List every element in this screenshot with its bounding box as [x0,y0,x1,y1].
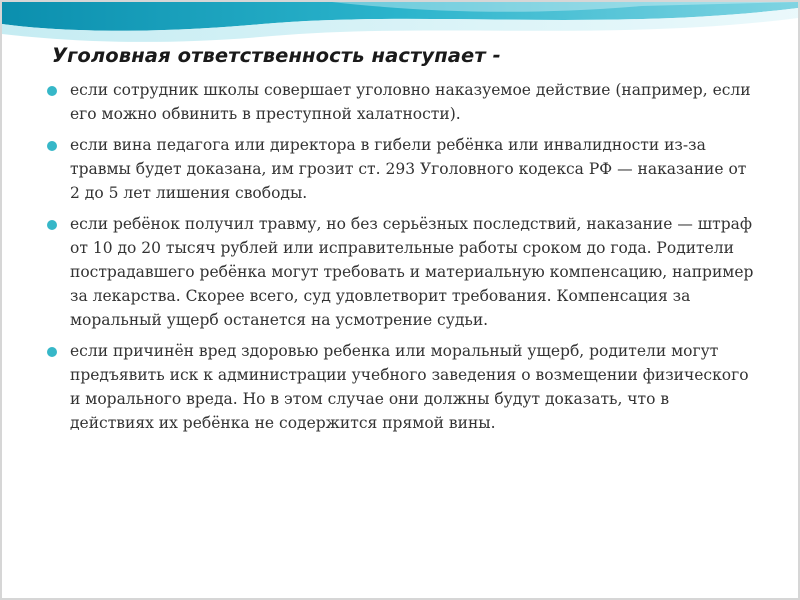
slide [2,2,798,598]
bullet-dot-icon [47,141,57,151]
list-item [46,212,756,332]
bullet-list [46,78,756,442]
list-item [46,133,756,205]
bullet-dot-icon [47,220,57,230]
bullet-text: если причинён вред здоровью ребенка или моральный ущерб, родители могут предъявить иск к администрации учебного заведения о возмещении физического и морального вреда. Но в этом случае они должны будут доказать, что в действиях их ребёнка не содержится прямой вины. [70,342,749,432]
slide-title: Уголовная ответственность наступает - [52,44,501,67]
bullet-text: если вина педагога или директора в гибели ребёнка или инвалидности из-за травмы будет доказана, им грозит ст. 293 Уголовного кодекса РФ — наказание от 2 до 5 лет лишения свободы. [70,136,747,202]
bullet-dot-icon [47,347,57,357]
bullet-text: если сотрудник школы совершает уголовно наказуемое действие (например, если его можно обвинить в преступной халатности). [70,81,751,123]
bullet-dot-icon [47,86,57,96]
bullet-text: если ребёнок получил травму, но без серьёзных последствий, наказание — штраф от 10 до 20 тысяч рублей или исправительные работы сроком до года. Родители пострадавшего ребёнка могут требовать и материальную компенсацию, например за лекарства. Скорее всего, суд удовлетворит требования. Компенсация за моральный ущерб останется на усмотрение судьи. [70,215,754,329]
list-item [46,339,756,435]
list-item [46,78,756,126]
